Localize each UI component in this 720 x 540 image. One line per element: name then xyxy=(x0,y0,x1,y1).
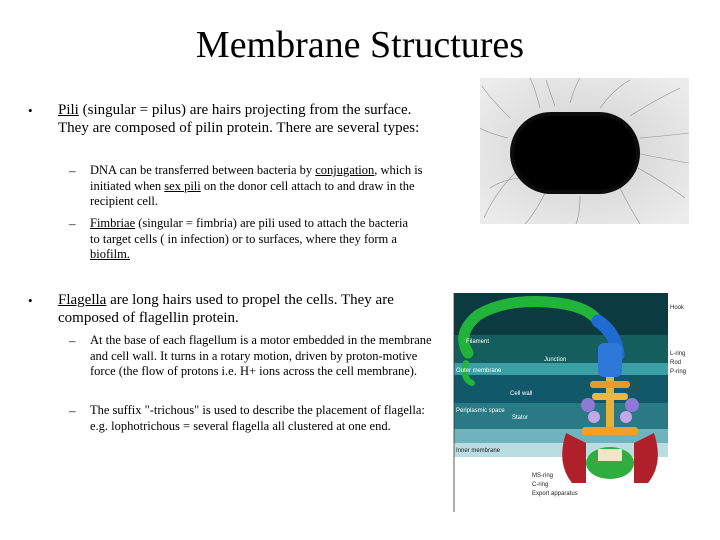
flagella-term: Flagella xyxy=(58,292,107,308)
conjugation-pre: DNA can be transferred between bacteria by xyxy=(90,163,316,177)
label-filament: Filament xyxy=(466,339,490,345)
sub-motor: At the base of each flagellum is a motor embedded in the membrane and cell wall. It turns in a rotary motion, driven by proton-motive force (the flow of protons i.e. H+ ions across the cell membrane). xyxy=(90,333,432,378)
bullet-flagella xyxy=(58,291,438,327)
bacterium-image xyxy=(480,78,689,224)
label-ms-ring: MS-ring xyxy=(532,473,554,479)
flagella-text: are long hairs used to propel the cells. They are composed of flagellin protein. xyxy=(58,292,394,326)
sub-trichous: The suffix "-trichous" is used to describe the placement of flagella: e.g. lophotrichous = several flagella all clustered at one end. xyxy=(90,403,425,433)
bacterium-photo xyxy=(480,78,689,224)
dash-marker: – xyxy=(69,403,76,418)
bullet-marker: • xyxy=(28,293,33,308)
label-outer-membrane: Outer membrane xyxy=(456,368,502,374)
label-c-ring: C-ring xyxy=(532,482,549,488)
pili-term: Pili xyxy=(58,102,79,118)
dash-marker: – xyxy=(69,216,76,231)
label-stator: Stator xyxy=(512,415,529,421)
sub-fimbriae xyxy=(90,216,415,263)
conjugation-post: on the donor cell attach to and draw in the recipient cell. xyxy=(90,178,415,208)
label-inner-membrane: Inner membrane xyxy=(456,448,501,454)
flagellar-motor-diagram xyxy=(448,293,702,512)
label-rod: Rod xyxy=(670,360,682,366)
slide-title: Membrane Structures xyxy=(195,24,525,66)
label-l-ring: L-ring xyxy=(670,351,686,357)
label-periplasmic-space: Periplasmic space xyxy=(456,408,505,414)
conjugation-mid: , which is initiated when xyxy=(90,163,423,193)
label-hook: Hook xyxy=(670,305,685,311)
fimbriae-term: Fimbriae xyxy=(90,216,136,230)
bullet-pili xyxy=(58,101,433,137)
biofilm-term: biofilm. xyxy=(90,247,130,261)
dash-marker: – xyxy=(69,333,76,348)
sex-pili-term: sex pili xyxy=(164,178,201,193)
label-p-ring: P-ring xyxy=(670,369,687,375)
dash-marker: – xyxy=(69,163,76,178)
bullet-marker: • xyxy=(28,103,33,118)
motor-diagram-svg xyxy=(448,293,702,512)
label-junction: Junction xyxy=(544,357,567,363)
conjugation-term: conjugation xyxy=(315,163,375,177)
pili-text: (singular = pilus) are hairs projecting from the surface. They are composed of pilin protein. There are several types: xyxy=(58,102,420,136)
sub-conjugation xyxy=(90,163,428,210)
fimbriae-text: (singular = fimbria) are pili used to attach the bacteria to target cells ( in infection) or to surfaces, where they form a xyxy=(90,216,409,246)
label-cell-wall: Cell wall xyxy=(510,391,533,397)
label-export-apparatus: Export apparatus xyxy=(532,491,578,497)
